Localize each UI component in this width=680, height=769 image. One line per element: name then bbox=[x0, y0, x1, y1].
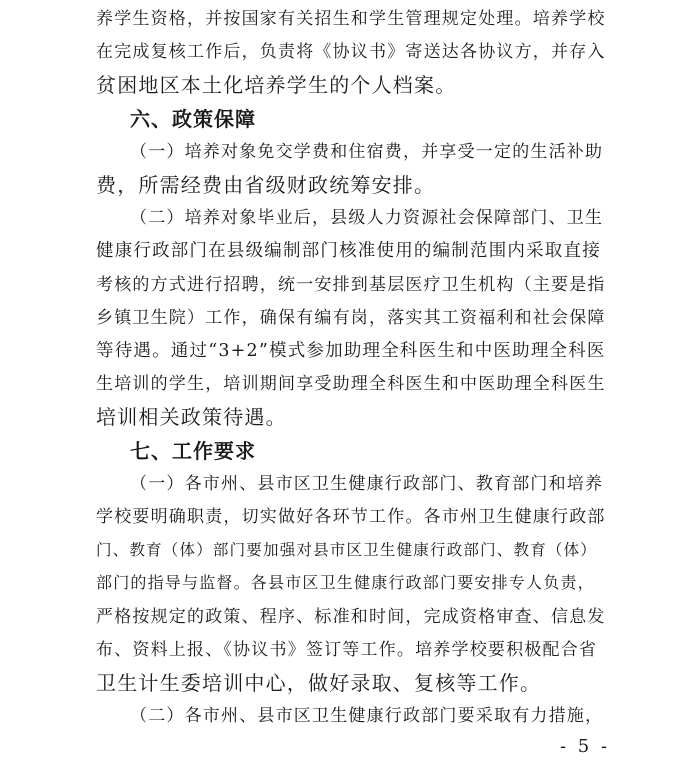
body-text-line: （一）培养对象免交学费和住宿费，并享受一定的生活补助 bbox=[130, 142, 604, 162]
body-text-line: 学校要明确职责，切实做好各环节工作。各市州卫生健康行政部 bbox=[96, 507, 606, 527]
body-text-line: 贫困地区本土化培养学生的个人档案。 bbox=[96, 73, 457, 97]
body-text-line: 培训相关政策待遇。 bbox=[96, 405, 287, 429]
body-text-line: 严格按规定的政策、程序、标准和时间，完成资格审查、信息发 bbox=[96, 607, 606, 627]
body-text-line: （一）各市州、县市区卫生健康行政部门、教育部门和培养 bbox=[130, 474, 604, 494]
body-text-line: （二）培养对象毕业后，县级人力资源社会保障部门、卫生 bbox=[130, 208, 604, 228]
body-text-line: 在完成复核工作后，负责将《协议书》寄送达各协议方，并存入 bbox=[96, 42, 606, 62]
body-text-line: 考核的方式进行招聘，统一安排到基层医疗卫生机构（主要是指 bbox=[96, 275, 606, 295]
body-text-line: 养学生资格，并按国家有关招生和学生管理规定处理。培养学校 bbox=[96, 9, 606, 29]
page-number: - 5 - bbox=[560, 736, 611, 757]
section-heading-six: 六、政策保障 bbox=[130, 107, 256, 131]
body-text-line: （二）各市州、县市区卫生健康行政部门要采取有力措施， bbox=[130, 706, 604, 726]
body-text-line: 部门的指导与监督。各县市区卫生健康行政部门要安排专人负责， bbox=[96, 573, 595, 592]
body-text-line: 费，所需经费由省级财政统筹安排。 bbox=[96, 173, 436, 197]
body-text-line: 生培训的学生，培训期间享受助理全科医生和中医助理全科医生 bbox=[96, 374, 606, 394]
body-text-line: 乡镇卫生院）工作，确保有编有岗，落实其工资福利和社会保障 bbox=[96, 308, 606, 328]
body-text-line: 卫生计生委培训中心，做好录取、复核等工作。 bbox=[96, 671, 542, 695]
body-text-line: 等待遇。通过“3+2”模式参加助理全科医生和中医助理全科医 bbox=[96, 341, 606, 361]
body-text-line: 布、资料上报、《协议书》签订等工作。培养学校要积极配合省 bbox=[96, 640, 598, 660]
body-text-line: 健康行政部门在县级编制部门核准使用的编制范围内采取直接 bbox=[96, 241, 601, 261]
section-heading-seven: 七、工作要求 bbox=[130, 439, 256, 463]
body-text-line: 门、教育（体）部门要加强对县市区卫生健康行政部门、教育（体） bbox=[96, 541, 598, 559]
